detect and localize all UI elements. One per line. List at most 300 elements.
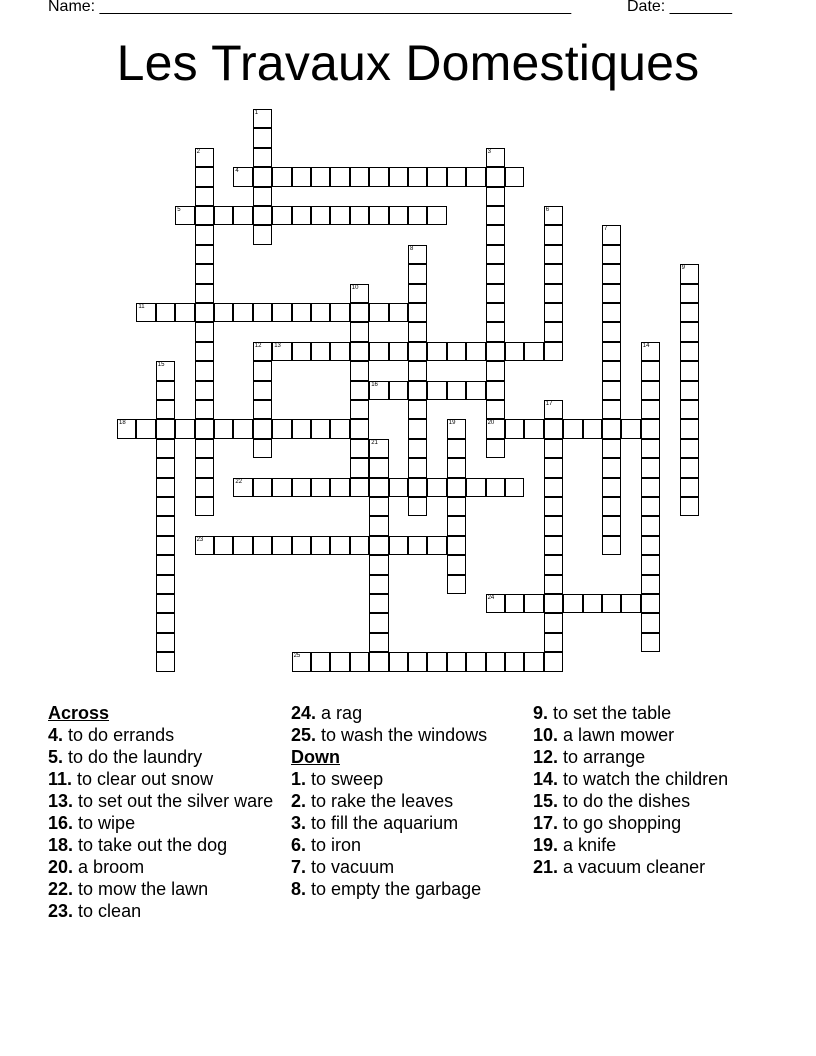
grid-cell[interactable] (292, 206, 311, 225)
grid-cell[interactable] (544, 497, 563, 516)
grid-cell[interactable] (466, 342, 485, 361)
grid-cell[interactable] (311, 303, 330, 322)
grid-cell[interactable] (330, 206, 349, 225)
grid-cell[interactable] (350, 284, 369, 303)
grid-cell[interactable] (369, 439, 388, 458)
grid-cell[interactable] (447, 516, 466, 535)
grid-cell[interactable] (369, 167, 388, 186)
grid-cell[interactable] (447, 342, 466, 361)
grid-cell[interactable] (253, 536, 272, 555)
grid-cell[interactable] (233, 478, 252, 497)
grid-cell[interactable] (641, 613, 660, 632)
grid-cell[interactable] (253, 128, 272, 147)
grid-cell[interactable] (369, 652, 388, 671)
grid-cell[interactable] (602, 284, 621, 303)
grid-cell[interactable] (427, 652, 446, 671)
grid-cell[interactable] (156, 361, 175, 380)
grid-cell[interactable] (292, 167, 311, 186)
grid-cell[interactable] (641, 342, 660, 361)
grid-cell[interactable] (486, 439, 505, 458)
grid-cell[interactable] (408, 342, 427, 361)
grid-cell[interactable] (195, 419, 214, 438)
grid-cell[interactable] (505, 652, 524, 671)
grid-cell[interactable] (350, 536, 369, 555)
grid-cell[interactable] (505, 342, 524, 361)
grid-cell[interactable] (272, 478, 291, 497)
grid-cell[interactable] (486, 225, 505, 244)
grid-cell[interactable] (292, 478, 311, 497)
grid-cell[interactable] (253, 419, 272, 438)
grid-cell[interactable] (195, 342, 214, 361)
grid-cell[interactable] (156, 497, 175, 516)
grid-cell[interactable] (641, 458, 660, 477)
grid-cell[interactable] (486, 167, 505, 186)
grid-cell[interactable] (272, 419, 291, 438)
grid-cell[interactable] (350, 322, 369, 341)
grid-cell[interactable] (466, 167, 485, 186)
grid-cell[interactable] (311, 206, 330, 225)
grid-cell[interactable] (544, 264, 563, 283)
grid-cell[interactable] (408, 536, 427, 555)
grid-cell[interactable] (195, 400, 214, 419)
clue-item-number: 19. (533, 835, 559, 855)
clue-item-text: to clean (78, 900, 142, 921)
grid-cell[interactable] (369, 303, 388, 322)
grid-cell[interactable] (408, 400, 427, 419)
grid-cell[interactable] (427, 478, 446, 497)
grid-cell[interactable] (233, 536, 252, 555)
grid-cell[interactable] (311, 419, 330, 438)
grid-cell[interactable] (330, 478, 349, 497)
grid-cell[interactable] (447, 478, 466, 497)
grid-cell[interactable] (408, 206, 427, 225)
grid-cell[interactable] (369, 516, 388, 535)
grid-cell[interactable] (389, 206, 408, 225)
grid-cell[interactable] (136, 419, 155, 438)
grid-cell[interactable] (350, 400, 369, 419)
grid-cell[interactable] (195, 303, 214, 322)
grid-cell[interactable] (195, 187, 214, 206)
grid-cell[interactable] (195, 439, 214, 458)
grid-cell[interactable] (505, 419, 524, 438)
grid-cell[interactable] (195, 264, 214, 283)
grid-cell[interactable] (156, 633, 175, 652)
grid-cell[interactable] (330, 419, 349, 438)
grid-cell[interactable] (680, 497, 699, 516)
grid-cell[interactable] (350, 381, 369, 400)
clue-column-1 (48, 703, 288, 923)
grid-cell[interactable] (447, 439, 466, 458)
grid-cell[interactable] (641, 419, 660, 438)
grid-cell[interactable] (544, 594, 563, 613)
grid-cell[interactable] (408, 439, 427, 458)
grid-cell[interactable] (602, 458, 621, 477)
grid-cell[interactable] (292, 536, 311, 555)
grid-cell[interactable] (680, 478, 699, 497)
grid-cell[interactable] (292, 652, 311, 671)
grid-cell[interactable] (427, 206, 446, 225)
grid-cell[interactable] (680, 322, 699, 341)
grid-cell[interactable] (389, 303, 408, 322)
grid-cell[interactable] (175, 206, 194, 225)
grid-cell[interactable] (253, 187, 272, 206)
grid-cell[interactable] (195, 167, 214, 186)
grid-cell[interactable] (369, 613, 388, 632)
grid-cell[interactable] (447, 555, 466, 574)
grid-cell[interactable] (195, 478, 214, 497)
grid-cell[interactable] (505, 594, 524, 613)
grid-cell[interactable] (369, 497, 388, 516)
grid-cell[interactable] (369, 206, 388, 225)
grid-cell[interactable] (486, 381, 505, 400)
grid-cell[interactable] (253, 225, 272, 244)
grid-cell[interactable] (156, 516, 175, 535)
grid-cell[interactable] (311, 536, 330, 555)
clue-item-number: 21. (533, 857, 559, 877)
grid-cell[interactable] (466, 381, 485, 400)
grid-cell[interactable] (544, 613, 563, 632)
grid-cell[interactable] (156, 381, 175, 400)
grid-cell[interactable] (389, 167, 408, 186)
grid-cell[interactable] (408, 458, 427, 477)
grid-cell[interactable] (408, 264, 427, 283)
grid-cell[interactable] (369, 342, 388, 361)
grid-cell[interactable] (195, 536, 214, 555)
grid-cell[interactable] (253, 381, 272, 400)
grid-cell[interactable] (408, 322, 427, 341)
grid-cell[interactable] (427, 342, 446, 361)
grid-cell[interactable] (486, 245, 505, 264)
grid-cell[interactable] (447, 652, 466, 671)
clue-item-number: 16. (48, 812, 74, 833)
grid-cell[interactable] (466, 652, 485, 671)
grid-cell[interactable] (408, 478, 427, 497)
grid-cell[interactable] (505, 478, 524, 497)
grid-cell[interactable] (486, 322, 505, 341)
grid-cell[interactable] (389, 381, 408, 400)
grid-cell[interactable] (680, 458, 699, 477)
clue-item (48, 769, 288, 790)
grid-cell[interactable] (486, 419, 505, 438)
grid-cell[interactable] (350, 361, 369, 380)
grid-cell[interactable] (389, 478, 408, 497)
grid-cell[interactable] (156, 575, 175, 594)
grid-cell[interactable] (447, 458, 466, 477)
grid-cell[interactable] (369, 555, 388, 574)
grid-cell[interactable] (563, 419, 582, 438)
grid-cell[interactable] (272, 206, 291, 225)
grid-cell[interactable] (253, 400, 272, 419)
grid-cell[interactable] (369, 478, 388, 497)
grid-cell[interactable] (583, 594, 602, 613)
grid-cell[interactable] (680, 284, 699, 303)
grid-cell[interactable] (350, 458, 369, 477)
clue-number: 11 (138, 304, 145, 310)
grid-cell[interactable] (447, 575, 466, 594)
grid-cell[interactable] (602, 361, 621, 380)
grid-cell[interactable] (447, 497, 466, 516)
grid-cell[interactable] (602, 264, 621, 283)
grid-cell[interactable] (544, 400, 563, 419)
grid-cell[interactable] (524, 594, 543, 613)
grid-cell[interactable] (350, 439, 369, 458)
grid-cell[interactable] (641, 536, 660, 555)
grid-cell[interactable] (253, 342, 272, 361)
grid-cell[interactable] (233, 206, 252, 225)
grid-cell[interactable] (311, 342, 330, 361)
grid-cell[interactable] (253, 303, 272, 322)
grid-cell[interactable] (427, 167, 446, 186)
grid-cell[interactable] (641, 555, 660, 574)
grid-cell[interactable] (408, 497, 427, 516)
grid-cell[interactable] (156, 458, 175, 477)
grid-cell[interactable] (253, 478, 272, 497)
grid-cell[interactable] (175, 419, 194, 438)
grid-cell[interactable] (524, 342, 543, 361)
grid-cell[interactable] (408, 245, 427, 264)
grid-cell[interactable] (486, 206, 505, 225)
grid-cell[interactable] (350, 206, 369, 225)
grid-cell[interactable] (408, 419, 427, 438)
grid-cell[interactable] (602, 245, 621, 264)
grid-cell[interactable] (195, 458, 214, 477)
clue-item (291, 879, 521, 900)
grid-cell[interactable] (544, 458, 563, 477)
grid-cell[interactable] (602, 478, 621, 497)
grid-cell[interactable] (311, 652, 330, 671)
grid-cell[interactable] (272, 342, 291, 361)
grid-cell[interactable] (486, 264, 505, 283)
grid-cell[interactable] (544, 439, 563, 458)
grid-cell[interactable] (156, 555, 175, 574)
grid-cell[interactable] (447, 381, 466, 400)
grid-cell[interactable] (602, 536, 621, 555)
grid-cell[interactable] (369, 633, 388, 652)
grid-cell[interactable] (641, 400, 660, 419)
grid-cell[interactable] (524, 419, 543, 438)
grid-cell[interactable] (214, 303, 233, 322)
grid-cell[interactable] (233, 303, 252, 322)
grid-cell[interactable] (292, 303, 311, 322)
grid-cell[interactable] (641, 361, 660, 380)
grid-cell[interactable] (156, 419, 175, 438)
grid-cell[interactable] (602, 400, 621, 419)
grid-cell[interactable] (369, 381, 388, 400)
grid-cell[interactable] (641, 516, 660, 535)
grid-cell[interactable] (253, 206, 272, 225)
grid-cell[interactable] (330, 342, 349, 361)
grid-cell[interactable] (641, 439, 660, 458)
grid-cell[interactable] (641, 478, 660, 497)
clue-item-text: to wash the windows (321, 725, 488, 745)
grid-cell[interactable] (602, 594, 621, 613)
grid-cell[interactable] (156, 536, 175, 555)
grid-cell[interactable] (350, 303, 369, 322)
grid-cell[interactable] (272, 167, 291, 186)
grid-cell[interactable] (408, 284, 427, 303)
grid-cell[interactable] (253, 361, 272, 380)
grid-cell[interactable] (369, 536, 388, 555)
grid-cell[interactable] (680, 439, 699, 458)
grid-cell[interactable] (408, 361, 427, 380)
grid-cell[interactable] (272, 303, 291, 322)
grid-cell[interactable] (544, 652, 563, 671)
grid-cell[interactable] (544, 633, 563, 652)
grid-cell[interactable] (447, 167, 466, 186)
grid-cell[interactable] (544, 342, 563, 361)
grid-cell[interactable] (524, 652, 543, 671)
grid-cell[interactable] (330, 652, 349, 671)
grid-cell[interactable] (486, 284, 505, 303)
grid-cell[interactable] (350, 652, 369, 671)
grid-cell[interactable] (544, 225, 563, 244)
grid-cell[interactable] (641, 633, 660, 652)
grid-cell[interactable] (641, 381, 660, 400)
grid-cell[interactable] (602, 322, 621, 341)
grid-cell[interactable] (311, 167, 330, 186)
grid-cell[interactable] (195, 245, 214, 264)
grid-cell[interactable] (602, 497, 621, 516)
grid-cell[interactable] (680, 361, 699, 380)
grid-cell[interactable] (156, 478, 175, 497)
grid-cell[interactable] (486, 361, 505, 380)
grid-cell[interactable] (253, 109, 272, 128)
grid-cell[interactable] (369, 458, 388, 477)
grid-cell[interactable] (292, 342, 311, 361)
grid-cell[interactable] (195, 381, 214, 400)
grid-cell[interactable] (563, 594, 582, 613)
grid-cell[interactable] (544, 419, 563, 438)
grid-cell[interactable] (680, 381, 699, 400)
grid-cell[interactable] (408, 652, 427, 671)
grid-cell[interactable] (195, 225, 214, 244)
grid-cell[interactable] (641, 497, 660, 516)
grid-cell[interactable] (680, 419, 699, 438)
grid-cell[interactable] (369, 594, 388, 613)
grid-cell[interactable] (156, 613, 175, 632)
grid-cell[interactable] (602, 419, 621, 438)
grid-cell[interactable] (195, 497, 214, 516)
grid-cell[interactable] (389, 536, 408, 555)
grid-cell[interactable] (272, 536, 291, 555)
grid-cell[interactable] (641, 594, 660, 613)
grid-cell[interactable] (389, 342, 408, 361)
grid-cell[interactable] (330, 303, 349, 322)
grid-cell[interactable] (214, 536, 233, 555)
grid-cell[interactable] (486, 652, 505, 671)
grid-cell[interactable] (350, 478, 369, 497)
grid-cell[interactable] (233, 419, 252, 438)
grid-cell[interactable] (486, 342, 505, 361)
grid-cell[interactable] (447, 419, 466, 438)
grid-cell[interactable] (195, 361, 214, 380)
grid-cell[interactable] (136, 303, 155, 322)
grid-cell[interactable] (195, 206, 214, 225)
grid-cell[interactable] (427, 381, 446, 400)
grid-cell[interactable] (680, 342, 699, 361)
grid-cell[interactable] (602, 342, 621, 361)
grid-cell[interactable] (447, 536, 466, 555)
grid-cell[interactable] (486, 478, 505, 497)
grid-cell[interactable] (350, 419, 369, 438)
grid-cell[interactable] (544, 206, 563, 225)
grid-cell[interactable] (602, 439, 621, 458)
grid-cell[interactable] (621, 419, 640, 438)
grid-cell[interactable] (544, 575, 563, 594)
grid-cell[interactable] (408, 381, 427, 400)
grid-cell[interactable] (311, 478, 330, 497)
grid-cell[interactable] (408, 167, 427, 186)
grid-cell[interactable] (330, 536, 349, 555)
grid-cell[interactable] (602, 303, 621, 322)
grid-cell[interactable] (233, 167, 252, 186)
grid-cell[interactable] (680, 400, 699, 419)
grid-cell[interactable] (486, 148, 505, 167)
grid-cell[interactable] (156, 652, 175, 671)
clue-item-number: 15. (533, 791, 559, 811)
grid-cell[interactable] (156, 439, 175, 458)
grid-cell[interactable] (195, 148, 214, 167)
grid-cell[interactable] (214, 419, 233, 438)
grid-cell[interactable] (195, 284, 214, 303)
grid-cell[interactable] (544, 536, 563, 555)
grid-cell[interactable] (350, 167, 369, 186)
grid-cell[interactable] (621, 594, 640, 613)
grid-cell[interactable] (466, 478, 485, 497)
clue-item-text: a vacuum cleaner (563, 857, 706, 877)
grid-cell[interactable] (253, 439, 272, 458)
grid-cell[interactable] (195, 322, 214, 341)
grid-cell[interactable] (544, 284, 563, 303)
grid-cell[interactable] (602, 516, 621, 535)
grid-cell[interactable] (486, 187, 505, 206)
grid-cell[interactable] (427, 536, 446, 555)
grid-cell[interactable] (544, 303, 563, 322)
grid-cell[interactable] (253, 167, 272, 186)
grid-cell[interactable] (486, 400, 505, 419)
grid-cell[interactable] (156, 400, 175, 419)
grid-cell[interactable] (641, 575, 660, 594)
grid-cell[interactable] (544, 245, 563, 264)
clue-item-number: 12. (533, 747, 559, 767)
grid-cell[interactable] (544, 516, 563, 535)
grid-cell[interactable] (292, 419, 311, 438)
grid-cell[interactable] (583, 419, 602, 438)
grid-cell[interactable] (680, 264, 699, 283)
grid-cell[interactable] (544, 322, 563, 341)
grid-cell[interactable] (214, 206, 233, 225)
grid-cell[interactable] (602, 225, 621, 244)
grid-cell[interactable] (544, 555, 563, 574)
grid-cell[interactable] (117, 419, 136, 438)
grid-cell[interactable] (175, 303, 194, 322)
grid-cell[interactable] (156, 303, 175, 322)
grid-cell[interactable] (253, 148, 272, 167)
grid-cell[interactable] (486, 594, 505, 613)
grid-cell[interactable] (505, 167, 524, 186)
grid-cell[interactable] (680, 303, 699, 322)
grid-cell[interactable] (408, 303, 427, 322)
clue-item (533, 747, 773, 768)
grid-cell[interactable] (369, 575, 388, 594)
grid-cell[interactable] (486, 303, 505, 322)
grid-cell[interactable] (602, 381, 621, 400)
grid-cell[interactable] (350, 342, 369, 361)
grid-cell[interactable] (330, 167, 349, 186)
grid-cell[interactable] (156, 594, 175, 613)
grid-cell[interactable] (389, 652, 408, 671)
grid-cell[interactable] (544, 478, 563, 497)
